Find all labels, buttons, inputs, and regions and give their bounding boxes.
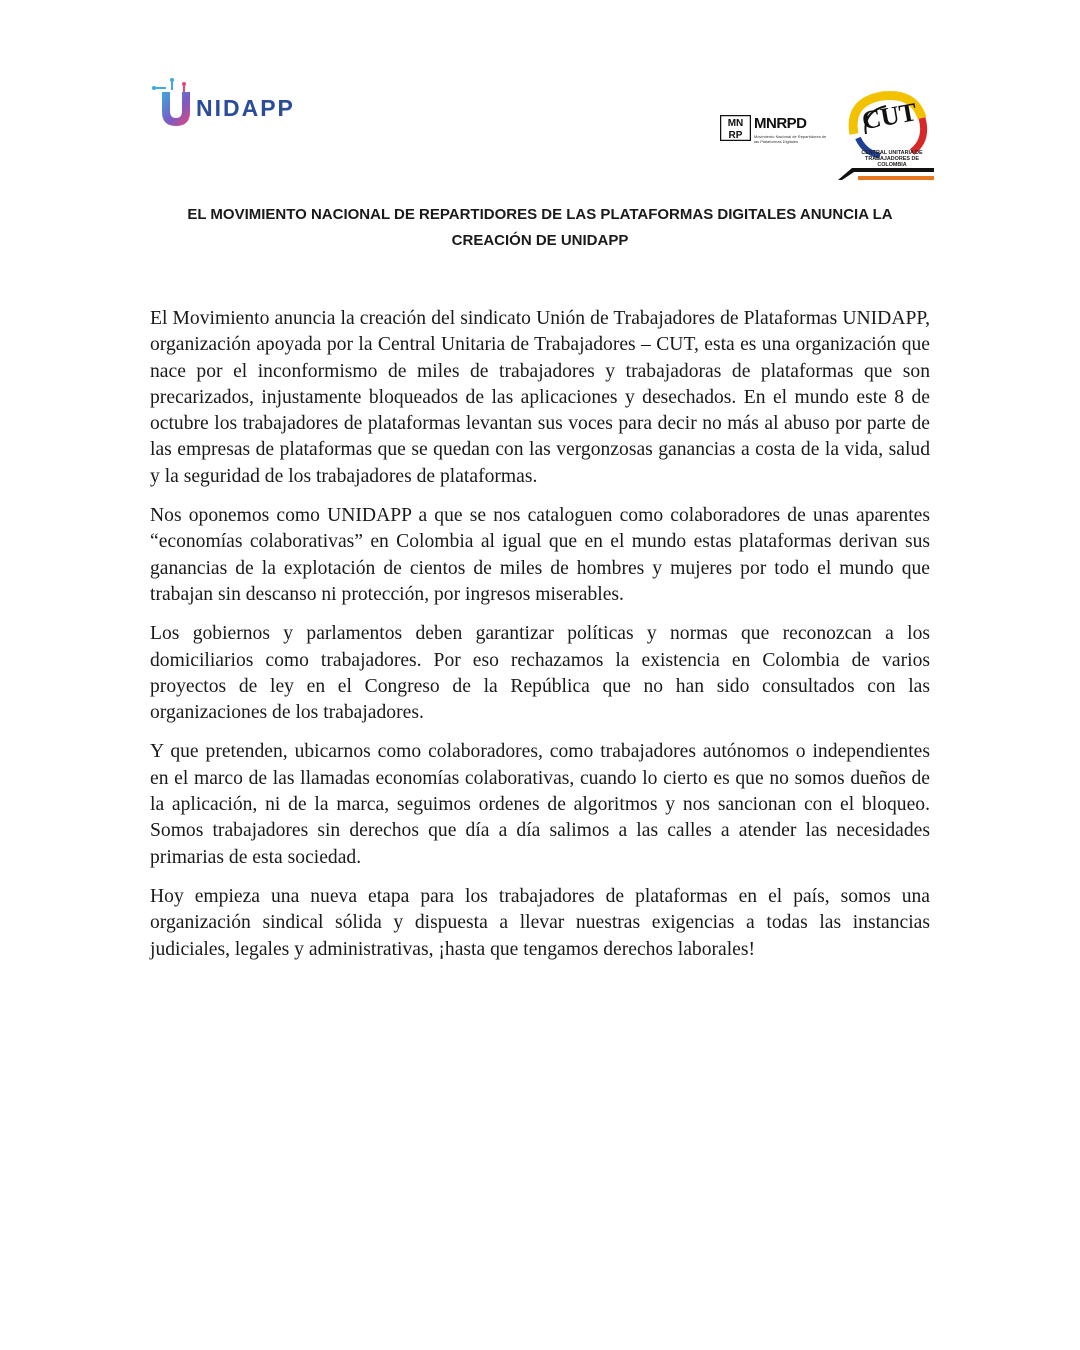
mnrpd-subtext: Movimiento Nacional de Repartidores de las Plataformas Digitales bbox=[754, 134, 827, 144]
paragraph-2: Nos oponemos como UNIDAPP a que se nos cataloguen como colaboradores de unas aparentes “economías colaborativas” en Colombia al igual que en el mundo estas plataformas derivan sus ganancias de la explotación de cientos de miles de hombres y mujeres por todo el mundo que trabajan sin descanso ni protección, por ingresos miserables. bbox=[150, 505, 930, 605]
paragraph-3: Los gobiernos y parlamentos deben garantizar políticas y normas que reconozcan a los domiciliarios como trabajadores. Por eso rechazamos la existencia en Colombia de varios proyectos de ley en el Congreso de la República que no han sido consultados con las organizaciones de los trabajadores. bbox=[150, 623, 930, 724]
document-body bbox=[150, 306, 930, 976]
mnrpd-wordmark: MNRPD bbox=[754, 115, 807, 132]
paragraph-4: Y que pretenden, ubicarnos como colaboradores, como trabajadores autónomos o independientes en el marco de las llamadas economías colaborativas, cuando lo cierto es que no somos dueños de la aplicación, ni de la marca, seguimos ordenes de algoritmos y nos sancionan con el bloqueo. Somos trabajadores sin derechos que día a día salimos a las calles a atender las necesidades primarias de esta sociedad. bbox=[150, 741, 930, 868]
unidapp-wordmark: NIDAPP bbox=[196, 95, 295, 121]
unidapp-u-mark-icon bbox=[152, 76, 198, 132]
title-line-1: EL MOVIMIENTO NACIONAL DE REPARTIDORES DE LAS PLATAFORMAS DIGITALES ANUNCIA LA bbox=[187, 206, 893, 223]
svg-text:RP: RP bbox=[728, 130, 743, 141]
cut-wordmark: CUT bbox=[859, 97, 919, 136]
cut-logo bbox=[838, 88, 934, 180]
svg-text:MN: MN bbox=[727, 118, 744, 129]
title-line-2: CREACIÓN DE UNIDAPP bbox=[451, 232, 629, 249]
paragraph-5: Hoy empieza una nueva etapa para los trabajadores de plataformas en el país, somos una organización sindical sólida y dispuesta a llevar nuestras exigencias a todas las instancias judiciales, legales y administrativas, ¡hasta que tengamos derechos laborales! bbox=[150, 885, 930, 960]
document-title bbox=[130, 202, 950, 254]
cut-subtext: CENTRAL UNITARIA DE TRABAJADORES DE COLOMBIA bbox=[861, 150, 923, 168]
mnrpd-logo bbox=[720, 112, 828, 148]
paragraph-1: El Movimiento anuncia la creación del sindicato Unión de Trabajadores de Plataformas UNIDAPP, organización apoyada por la Central Unitaria de Trabajadores – CUT, esta es una organización que nace por el inconformismo de miles de trabajadores y trabajadoras de plataformas que son precarizados, injustamente bloqueados de las aplicaciones y desechados. En el mundo este 8 de octubre los trabajadores de plataformas levantan sus voces para decir no más al abuso por parte de las empresas de plataformas que se quedan con las vergonzosas ganancias a costa de la vida, salud y la seguridad de los trabajadores de plataformas. bbox=[150, 308, 930, 487]
unidapp-logo bbox=[152, 76, 327, 132]
mnrpd-mark-icon bbox=[720, 115, 751, 141]
